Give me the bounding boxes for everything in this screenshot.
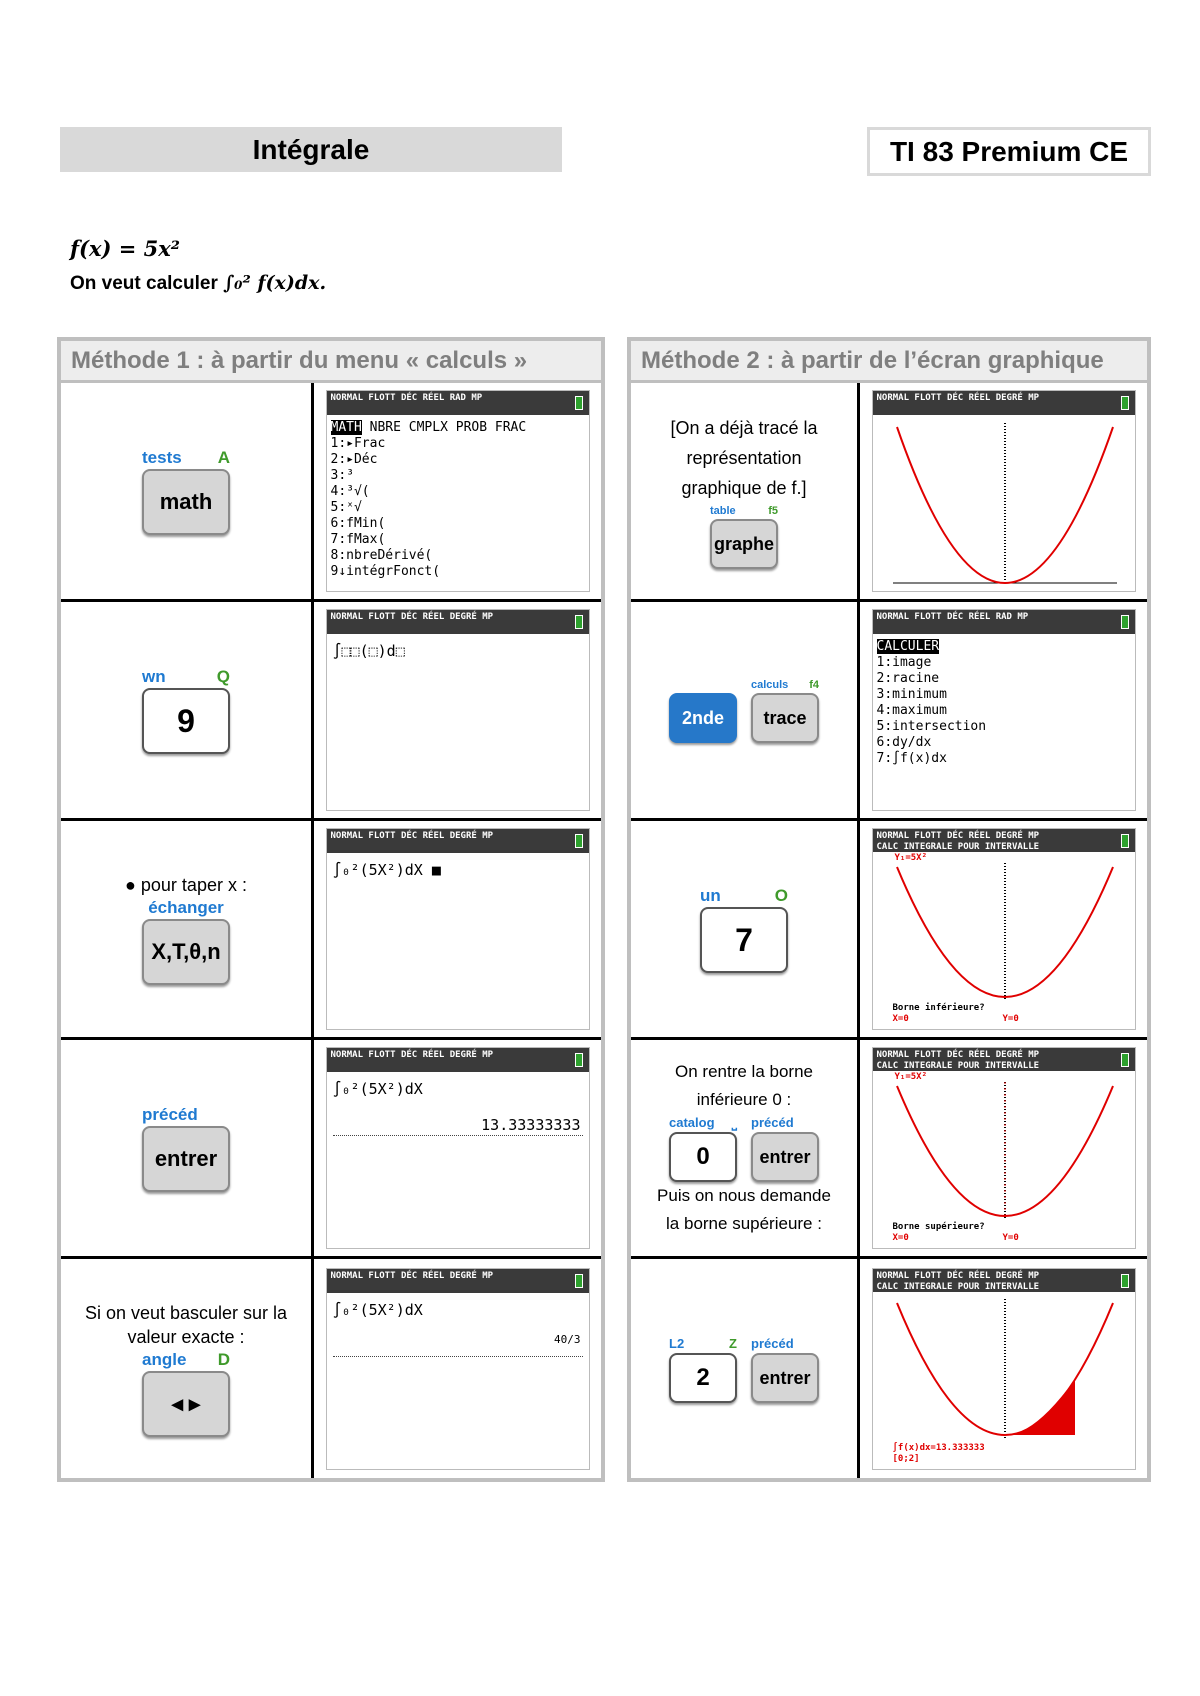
status-text: NORMAL FLOTT DÉC RÉEL DEGRÉ MP: [330, 1270, 494, 1281]
status-text: NORMAL FLOTT DÉC RÉEL DEGRÉ MP: [330, 612, 494, 622]
trace-key[interactable]: trace: [751, 693, 819, 743]
calculator-screen: [872, 1047, 1136, 1249]
note-text: On rentre la borne inférieure 0 :: [675, 1062, 813, 1109]
method-1-row-1: [61, 383, 601, 602]
key-cell: [61, 1259, 314, 1478]
menu-item: 5:ˣ√: [330, 500, 362, 515]
menu-item: 2:racine: [876, 671, 940, 686]
two-key-group: [669, 1335, 737, 1403]
calc-subtitle: CALC INTÉGRALE POUR INTERVALLE: [873, 1282, 1135, 1292]
y1-label: Y₁=5X²: [894, 853, 928, 863]
xt-key-group: [142, 897, 230, 985]
status-bar: [873, 1048, 1135, 1061]
method-1-row-2: [61, 602, 601, 821]
calculator-screen: [872, 828, 1136, 1030]
key-cell: [631, 602, 860, 818]
calculator-screen: [326, 828, 590, 1030]
two-key[interactable]: 2: [669, 1353, 737, 1403]
screen-cell: [860, 1259, 1147, 1478]
x-readout: X=0: [892, 1014, 909, 1024]
status-bar: [873, 829, 1135, 842]
key-second-label: calculs: [751, 679, 789, 691]
menu-tab: PROB: [455, 420, 488, 435]
battery-icon: [1121, 1053, 1129, 1067]
calculator-screen: [872, 390, 1136, 592]
toggle-key-group: [142, 1349, 230, 1437]
note-text: [On a déjà tracé la représentation graphique de f.]: [670, 418, 818, 498]
menu-item: 6:dy/dx: [876, 735, 932, 750]
menu-item: 8:nbreDérivé(: [330, 548, 433, 563]
screen-cell: [314, 1040, 601, 1256]
status-text: NORMAL FLOTT DÉC RÉEL DEGRÉ MP: [330, 831, 494, 841]
intro-line: [70, 272, 326, 295]
method-2-row-3: [631, 821, 1147, 1040]
prompt-text: Borne inférieure?: [892, 1003, 985, 1013]
screen-cell: [314, 1259, 601, 1478]
screen-cell: [314, 821, 601, 1037]
function-definition: f(x) = 5x²: [70, 236, 180, 261]
menu-title: CALCULER: [876, 639, 940, 654]
screen-cell: [314, 602, 601, 818]
calc-menu: [873, 634, 1135, 772]
method-1-row-3: [61, 821, 601, 1040]
x-readout: X=0: [892, 1233, 909, 1243]
key-cell: [631, 1040, 860, 1256]
key-second-label: L2: [669, 1335, 685, 1351]
key-second-label: précéd: [751, 1335, 794, 1351]
menu-item: 3:minimum: [876, 687, 947, 702]
integral-expression: ∫₀²(5X²)dX: [332, 1080, 423, 1098]
battery-icon: [575, 834, 583, 848]
key-cell: [61, 383, 314, 599]
trace-key-group: [751, 677, 819, 743]
key-cell: [631, 821, 860, 1037]
key-cell: [631, 1259, 860, 1478]
xttheta-key[interactable]: X,T,θ,n: [142, 919, 230, 985]
menu-item: 4:maximum: [876, 703, 947, 718]
integral-expression: ∫₀²(5X²)dX: [332, 1300, 423, 1319]
calculator-screen: [326, 1268, 590, 1470]
screen-cell: [314, 383, 601, 599]
battery-icon: [575, 396, 583, 410]
menu-item: 1:▸Frac: [330, 436, 386, 451]
intro-prefix: On veut calculer: [70, 273, 218, 294]
method-2-row-4: [631, 1040, 1147, 1259]
parabola-graph: [893, 863, 1117, 999]
method-2-row-1: [631, 383, 1147, 602]
battery-icon: [1121, 834, 1129, 848]
method-1-row-5: [61, 1259, 601, 1478]
graph-key-group: [710, 503, 778, 569]
key-cell: [61, 1040, 314, 1256]
zero-key-group: [669, 1114, 737, 1182]
menu-tab: NBRE: [369, 420, 401, 435]
parabola-graph: [893, 423, 1117, 585]
status-text: NORMAL FLOTT DÉC RÉEL DEGRÉ MP: [876, 831, 1040, 841]
calculator-screen: [326, 1047, 590, 1249]
method-1-heading: Méthode 1 : à partir du menu « calculs »: [61, 341, 601, 383]
key-alpha-label: ⎵: [731, 1115, 737, 1130]
calc-subtitle: CALC INTÉGRALE POUR INTERVALLE: [873, 842, 1135, 852]
calculator-screen: [326, 390, 590, 592]
screen-cell: [860, 1040, 1147, 1256]
math-menu: [327, 415, 589, 585]
parabola-graph: [893, 1082, 1117, 1218]
method-1-row-4: [61, 1040, 601, 1259]
status-bar: [327, 829, 589, 853]
key-alpha-label: D: [217, 1349, 230, 1369]
menu-item: 7:∫f(x)dx: [876, 751, 947, 766]
key-alpha-label: Z: [729, 1335, 737, 1351]
status-bar: [327, 1048, 589, 1072]
calculator-screen: [872, 1268, 1136, 1470]
calc-keys: [669, 677, 819, 743]
menu-item: 4:³√(: [330, 484, 370, 499]
menu-tab: MATH: [330, 420, 362, 435]
calculator-screen: [872, 609, 1136, 811]
key-alpha-label: Q: [216, 667, 230, 686]
calculator-screen: [326, 609, 590, 811]
key-second-label: échanger: [148, 898, 224, 917]
menu-item: 3:³: [330, 468, 354, 483]
exact-result: 40/3: [554, 1332, 581, 1346]
status-bar: [327, 610, 589, 634]
toggle-exact-key[interactable]: ◂ ▸: [142, 1371, 230, 1437]
key-second-label: précéd: [142, 1105, 198, 1124]
status-bar: [327, 1269, 589, 1293]
battery-icon: [575, 615, 583, 629]
seven-key-group: [700, 885, 788, 973]
decimal-result: 13.33333333: [481, 1116, 581, 1134]
screen-cell: [860, 821, 1147, 1037]
menu-item: 1:image: [876, 655, 932, 670]
status-bar: [873, 610, 1135, 634]
menu-item: 2:▸Déc: [330, 452, 378, 467]
screen-cell: [860, 602, 1147, 818]
key-second-label: table: [710, 505, 736, 517]
status-text: NORMAL FLOTT DÉC RÉEL DEGRÉ MP: [876, 1270, 1040, 1281]
y-readout: Y=0: [1002, 1233, 1019, 1243]
bound-keys: [669, 1114, 819, 1182]
menu-item: 6:fMin(: [330, 516, 386, 531]
key-second-label: précéd: [751, 1115, 794, 1130]
status-text: NORMAL FLOTT DÉC RÉEL RAD MP: [876, 612, 1029, 622]
menu-item: 9↓intégrFonct(: [330, 564, 441, 579]
shaded-area: [1005, 1379, 1075, 1435]
method-1-panel: [57, 337, 605, 1482]
math-key-group: [142, 447, 230, 535]
key-second-label: un: [700, 886, 721, 905]
y1-label: Y₁=5X²: [894, 1072, 928, 1082]
calc-subtitle: CALC INTÉGRALE POUR INTERVALLE: [873, 1061, 1135, 1071]
method-2-row-2: [631, 602, 1147, 821]
note-text: ● pour taper x :: [125, 875, 247, 895]
status-bar: [873, 1269, 1135, 1282]
key-second-label: wn: [142, 667, 166, 686]
status-bar: [327, 391, 589, 415]
status-bar: [873, 391, 1135, 415]
second-key[interactable]: 2nde: [669, 693, 737, 743]
seven-key[interactable]: 7: [700, 907, 788, 973]
key-alpha-label: f5: [768, 505, 778, 517]
key-alpha-label: O: [774, 886, 788, 905]
key-alpha-label: f4: [809, 679, 819, 691]
screen-cell: [860, 383, 1147, 599]
battery-icon: [1121, 1274, 1129, 1288]
key-second-label: tests: [142, 448, 182, 467]
key-cell: [61, 602, 314, 818]
prompt-text: Borne supérieure?: [892, 1222, 985, 1232]
battery-icon: [1121, 615, 1129, 629]
math-key[interactable]: math: [142, 469, 230, 535]
method-2-panel: [627, 337, 1151, 1482]
status-text: NORMAL FLOTT DÉC RÉEL DEGRÉ MP: [330, 1050, 494, 1060]
enter-key-group: [142, 1104, 230, 1192]
integral-expression: ∫₀²(5X²)dX ■: [332, 861, 441, 879]
menu-tab: FRAC: [494, 420, 527, 435]
enter-key-group: [751, 1335, 819, 1403]
enter-key[interactable]: entrer: [142, 1126, 230, 1192]
method-2-row-5: [631, 1259, 1147, 1478]
method-2-heading: Méthode 2 : à partir de l’écran graphique: [631, 341, 1147, 383]
key-cell: [61, 821, 314, 1037]
nine-key[interactable]: 9: [142, 688, 230, 754]
enter-key[interactable]: entrer: [751, 1132, 819, 1182]
key-second-label: catalog: [669, 1115, 715, 1130]
battery-icon: [1121, 396, 1129, 410]
second-key-group: [669, 693, 737, 743]
enter-key-group: [751, 1114, 819, 1182]
battery-icon: [575, 1053, 583, 1067]
status-text: NORMAL FLOTT DÉC RÉEL DEGRÉ MP: [876, 393, 1040, 403]
key-alpha-label: A: [217, 448, 230, 467]
status-text: NORMAL FLOTT DÉC RÉEL RAD MP: [330, 393, 483, 403]
intro-integral: ∫₀² f(x)dx.: [223, 272, 327, 294]
y-readout: Y=0: [1002, 1014, 1019, 1024]
menu-item: 5:intersection: [876, 719, 987, 734]
status-text: NORMAL FLOTT DÉC RÉEL DEGRÉ MP: [876, 1050, 1040, 1060]
integral-template: ∫⬚⬚(⬚)d⬚: [332, 642, 405, 660]
battery-icon: [575, 1274, 583, 1288]
note-text: Puis on nous demande la borne supérieure :: [657, 1186, 831, 1233]
menu-item: 7:fMax(: [330, 532, 386, 547]
separator: [333, 1135, 583, 1136]
separator: [333, 1356, 583, 1357]
calculator-model: TI 83 Premium CE: [867, 127, 1151, 176]
upper-bound-keys: [669, 1335, 819, 1403]
menu-tab: CMPLX: [408, 420, 448, 435]
parabola-graph: [893, 1299, 1117, 1439]
note-text: Si on veut basculer sur la valeur exacte :: [84, 1302, 288, 1347]
key-cell: [631, 383, 860, 599]
enter-key[interactable]: entrer: [751, 1353, 819, 1403]
graph-key[interactable]: graphe: [710, 519, 778, 569]
interval-label: [0;2]: [892, 1453, 920, 1464]
key-second-label: angle: [142, 1349, 187, 1369]
page-title: Intégrale: [60, 127, 562, 172]
integral-result: ∫f(x)dx=13.333333: [892, 1442, 985, 1453]
zero-key[interactable]: 0: [669, 1132, 737, 1182]
nine-key-group: [142, 666, 230, 754]
